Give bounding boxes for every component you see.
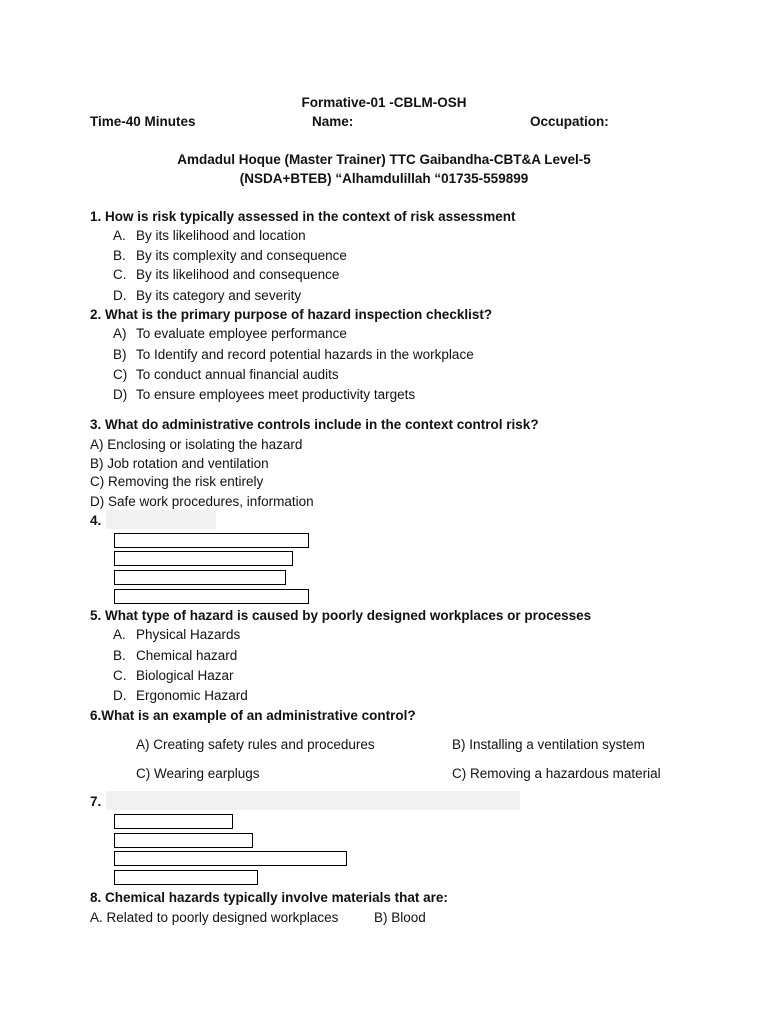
q1-option-d-label: D. bbox=[113, 288, 127, 303]
q7-answer-box-c bbox=[114, 851, 347, 866]
q1-option-d: By its category and severity bbox=[136, 288, 302, 303]
q4-redacted-text bbox=[106, 510, 216, 529]
q7-answer-box-a bbox=[114, 814, 233, 829]
document-title: Formative-01 -CBLM-OSH bbox=[301, 95, 467, 110]
q3-option-b: B) Job rotation and ventilation bbox=[90, 456, 269, 471]
q5-option-d-label: D. bbox=[113, 688, 127, 703]
q5-option-c-label: C. bbox=[113, 668, 127, 683]
q4-answer-box-d bbox=[114, 589, 309, 604]
time-label: Time-40 Minutes bbox=[90, 114, 196, 129]
q4-answer-box-b bbox=[114, 551, 293, 566]
q5-option-d: Ergonomic Hazard bbox=[136, 688, 248, 703]
q2-option-d-label: D) bbox=[113, 387, 128, 402]
q2-option-b: To Identify and record potential hazards in the workplace bbox=[136, 347, 474, 362]
question-2: 2. What is the primary purpose of hazard inspection checklist? bbox=[90, 307, 493, 322]
question-6: 6.What is an example of an administrative control? bbox=[90, 708, 416, 723]
q5-option-c: Biological Hazar bbox=[136, 668, 234, 683]
question-4-number: 4. bbox=[90, 513, 102, 528]
q5-option-b-label: B. bbox=[113, 648, 126, 663]
question-7-number: 7. bbox=[90, 794, 102, 809]
q4-answer-box-c bbox=[114, 570, 286, 585]
q3-option-c: C) Removing the risk entirely bbox=[90, 474, 264, 489]
q3-option-a: A) Enclosing or isolating the hazard bbox=[90, 437, 303, 452]
q1-option-b-label: B. bbox=[113, 248, 126, 263]
q8-option-a: A. Related to poorly designed workplaces bbox=[90, 910, 339, 925]
q7-redacted-text bbox=[106, 791, 520, 810]
question-5: 5. What type of hazard is caused by poorly designed workplaces or processes bbox=[90, 608, 592, 623]
organization-line: (NSDA+BTEB) “Alhamdulillah “01735-559899 bbox=[239, 171, 529, 186]
q6-option-c: C) Wearing earplugs bbox=[136, 766, 260, 781]
trainer-line: Amdadul Hoque (Master Trainer) TTC Gaibandha-CBT&A Level-5 bbox=[177, 152, 591, 167]
q2-option-d: To ensure employees meet productivity targets bbox=[136, 387, 416, 402]
q6-option-a: A) Creating safety rules and procedures bbox=[136, 737, 375, 752]
q1-option-c: By its likelihood and consequence bbox=[136, 267, 340, 282]
question-1: 1. How is risk typically assessed in the context of risk assessment bbox=[90, 209, 516, 224]
q1-option-a: By its likelihood and location bbox=[136, 228, 306, 243]
q4-answer-box-a bbox=[114, 533, 309, 548]
q2-option-a-label: A) bbox=[113, 326, 127, 341]
q6-option-d: C) Removing a hazardous material bbox=[452, 766, 661, 781]
q2-option-c-label: C) bbox=[113, 367, 128, 382]
question-8: 8. Chemical hazards typically involve materials that are: bbox=[90, 890, 448, 905]
q1-option-a-label: A. bbox=[113, 228, 126, 243]
q5-option-b: Chemical hazard bbox=[136, 648, 238, 663]
q3-option-d: D) Safe work procedures, information bbox=[90, 494, 314, 509]
q6-option-b: B) Installing a ventilation system bbox=[452, 737, 645, 752]
q2-option-a: To evaluate employee performance bbox=[136, 326, 347, 341]
q5-option-a-label: A. bbox=[113, 627, 126, 642]
question-3: 3. What do administrative controls include in the context control risk? bbox=[90, 417, 539, 432]
q7-answer-box-b bbox=[114, 833, 253, 848]
q1-option-b: By its complexity and consequence bbox=[136, 248, 347, 263]
q2-option-c: To conduct annual financial audits bbox=[136, 367, 339, 382]
q2-option-b-label: B) bbox=[113, 347, 127, 362]
q8-option-b: B) Blood bbox=[374, 910, 426, 925]
name-label: Name: bbox=[312, 114, 354, 129]
occupation-label: Occupation: bbox=[530, 114, 609, 129]
q5-option-a: Physical Hazards bbox=[136, 627, 241, 642]
q7-answer-box-d bbox=[114, 870, 258, 885]
q1-option-c-label: C. bbox=[113, 267, 127, 282]
